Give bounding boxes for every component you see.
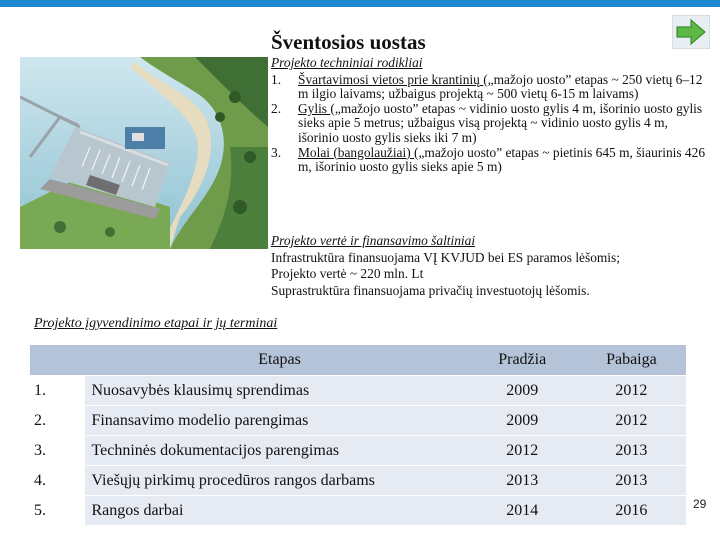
technical-specs bbox=[271, 56, 711, 175]
specs-heading: Projekto techniniai rodikliai bbox=[271, 55, 423, 70]
arrow-right-icon[interactable] bbox=[672, 15, 710, 49]
column-header-num bbox=[30, 345, 85, 376]
table-row: 3. Techninės dokumentacijos parengimas 2012 2013 bbox=[30, 436, 686, 466]
page-title: Šventosios uostas bbox=[271, 30, 426, 54]
spec-item: 3. Molai (bangolaužiai) („mažojo uosto” etapas ~ pietinis 645 m, šiaurinis 426 m, išorinio uosto gylis sieks apie 5 m) bbox=[271, 144, 706, 175]
page-number: 29 bbox=[693, 497, 707, 511]
harbor-rendering-image bbox=[20, 57, 268, 249]
spec-item: 2. Gylis („mažojo uosto” etapas ~ vidinio uosto gylis 4 m, išorinio uosto gylis sieks apie 5 metrus; užbaigus visą projektą ~ vidinio uosto gylis 4 m, išorinio uosto gylis sieks iki 7 m) bbox=[271, 100, 703, 145]
table-row: 1. Nuosavybės klausimų sprendimas 2009 2012 bbox=[30, 376, 686, 406]
stages-heading: Projekto įgyvendinimo etapai ir jų terminai bbox=[34, 316, 278, 331]
finance-section bbox=[271, 233, 711, 299]
finance-line: Infrastruktūra finansuojama VĮ KVJUD bei ES paramos lėšomis; bbox=[271, 249, 620, 265]
table-row: 2. Finansavimo modelio parengimas 2009 2012 bbox=[30, 406, 686, 436]
column-header-end: Pabaiga bbox=[577, 345, 686, 376]
spec-item: 1. Švartavimosi vietos prie krantinių („mažojo uosto” etapas ~ 250 vietų 6–12 m ilgio laivams; užbaigus projektą ~ 500 vietų 6-15 m laivams) bbox=[271, 71, 703, 102]
column-header-start: Pradžia bbox=[468, 345, 577, 376]
table-header-row bbox=[30, 345, 686, 376]
top-accent-bar bbox=[0, 0, 720, 7]
finance-heading: Projekto vertė ir finansavimo šaltiniai bbox=[271, 233, 476, 248]
table-row: 5. Rangos darbai 2014 2016 bbox=[30, 496, 686, 526]
stages-table bbox=[30, 345, 686, 526]
finance-line: Projekto vertė ~ 220 mln. Lt bbox=[271, 266, 424, 281]
table-row: 4. Viešųjų pirkimų procedūros rangos darbams 2013 2013 bbox=[30, 466, 686, 496]
column-header-stage: Etapas bbox=[85, 345, 467, 376]
specs-list bbox=[271, 73, 711, 175]
finance-line: Suprastruktūra finansuojama privačių investuotojų lėšomis. bbox=[271, 282, 590, 298]
